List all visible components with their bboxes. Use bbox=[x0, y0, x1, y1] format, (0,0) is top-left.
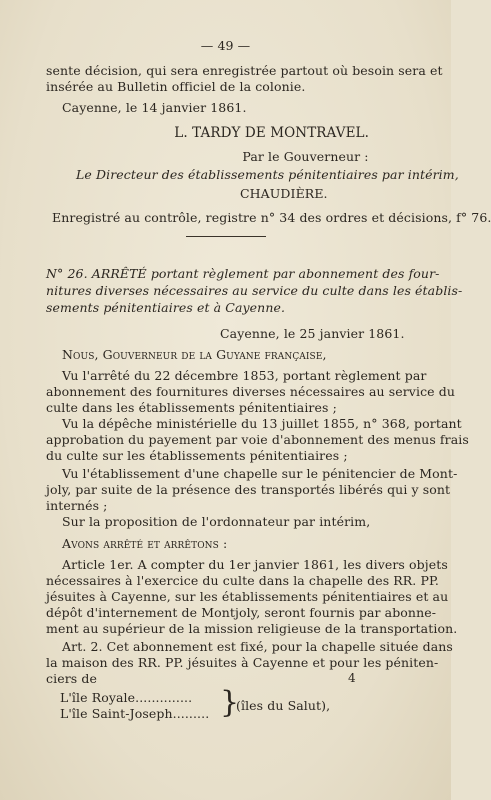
section-separator bbox=[186, 236, 266, 237]
intro-line: sente décision, qui sera enregistrée partout où besoin sera et bbox=[46, 63, 443, 78]
signature-mark: 4 bbox=[348, 671, 356, 685]
arrete-title: N° 26. ARRÊTÉ portant règlement par abonnement des four- bbox=[46, 266, 440, 281]
intro-line: insérée au Bulletin officiel de la colonie. bbox=[46, 79, 306, 94]
signature-director-name: CHAUDIÈRE. bbox=[240, 186, 328, 201]
arrete-title: sements pénitentiaires et à Cayenne. bbox=[46, 300, 286, 315]
article-line: dépôt d'internement de Montjoly, seront fournis par abonne- bbox=[46, 605, 437, 620]
body-line: approbation du payement par voie d'abonnement des menus frais bbox=[46, 432, 469, 447]
brace-icon: } bbox=[220, 685, 240, 720]
page-number: — 49 — bbox=[200, 38, 251, 53]
iles-du-salut: (îles du Salut), bbox=[236, 698, 331, 713]
avons-line: Avons arrêté et arrêtons : bbox=[62, 536, 228, 551]
article-line: la maison des RR. PP. jésuites à Cayenne et pour les péniten- bbox=[46, 655, 439, 670]
body-line: Vu l'arrêté du 22 décembre 1853, portant règlement par bbox=[62, 368, 427, 383]
signature-director: Le Directeur des établissements pénitentiaires par intérim, bbox=[76, 167, 459, 182]
article-line: ment au supérieur de la mission religieuse de la transportation. bbox=[46, 621, 458, 636]
article-line: jésuites à Cayenne, sur les établissements pénitentiaires et au bbox=[46, 589, 449, 604]
signature-by: Par le Gouverneur : bbox=[242, 149, 369, 164]
body-line: du culte sur les établissements pénitentiaires ; bbox=[46, 448, 348, 463]
signature-name: L. TARDY DE MONTRAVEL. bbox=[174, 125, 369, 141]
article-line: ciers de bbox=[46, 671, 97, 686]
body-line: Sur la proposition de l'ordonnateur par intérim, bbox=[62, 514, 371, 529]
arrete-date: Cayenne, le 25 janvier 1861. bbox=[220, 326, 405, 341]
registration-line: Enregistré au contrôle, registre n° 34 des ordres et décisions, f° 76. bbox=[52, 210, 491, 225]
article-line: Article 1er. A compter du 1er janvier 1861, les divers objets bbox=[62, 557, 448, 572]
body-line: internés ; bbox=[46, 498, 108, 513]
body-line: abonnement des fournitures diverses nécessaires au service du bbox=[46, 384, 455, 399]
article-line: nécessaires à l'exercice du culte dans la chapelle des RR. PP. bbox=[46, 573, 440, 588]
body-line: Vu la dépêche ministérielle du 13 juillet 1855, n° 368, portant bbox=[62, 416, 462, 431]
arrete-title: nitures diverses nécessaires au service du culte dans les établis- bbox=[46, 283, 463, 298]
article-line: Art. 2. Cet abonnement est fixé, pour la chapelle située dans bbox=[62, 639, 453, 654]
ile-royale: L'île Royale.............. bbox=[60, 690, 193, 705]
body-line: Vu l'établissement d'une chapelle sur le pénitencier de Mont- bbox=[62, 466, 458, 481]
nous-line: Nous, Gouverneur de la Guyane française, bbox=[62, 347, 327, 362]
ile-saint-joseph: L'île Saint-Joseph......... bbox=[60, 706, 210, 721]
body-line: joly, par suite de la présence des transportés libérés qui y sont bbox=[46, 482, 451, 497]
body-line: culte dans les établissements pénitentiaires ; bbox=[46, 400, 337, 415]
date-line: Cayenne, le 14 janvier 1861. bbox=[62, 100, 247, 115]
